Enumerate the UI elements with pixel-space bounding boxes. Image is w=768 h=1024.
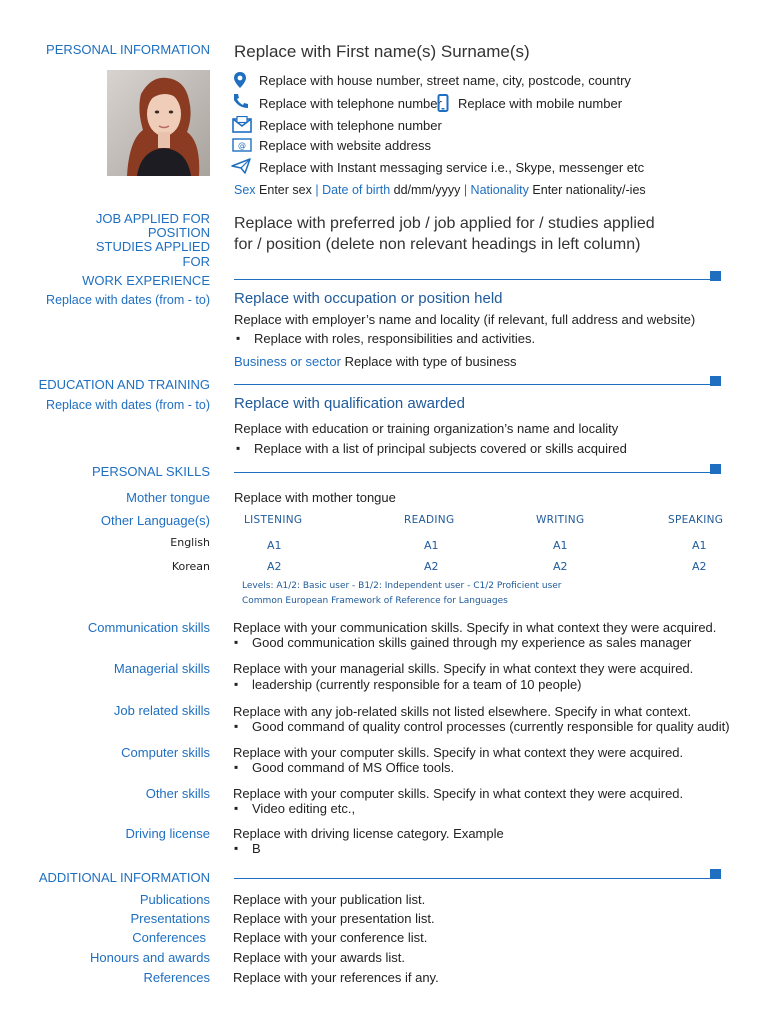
sex-label: Sex xyxy=(234,183,256,197)
driving-license-bullet: ▪ B xyxy=(252,841,261,856)
messaging-text: Replace with Instant messaging service i.e., Skype, messenger etc xyxy=(259,160,645,175)
dob-value: dd/mm/yyyy xyxy=(393,183,461,197)
phone-icon xyxy=(231,93,251,109)
other-skills-text: Replace with your computer skills. Specify in what context they were acquired. xyxy=(233,786,684,801)
communication-skills-label: Communication skills xyxy=(87,620,210,635)
managerial-skills-bullet: ▪ leadership (currently responsible for a team of 10 people) xyxy=(252,677,582,692)
mother-tongue-label: Mother tongue xyxy=(126,490,210,505)
computer-skills-text: Replace with your computer skills. Specify in what context they were acquired. xyxy=(233,745,684,760)
language-level: A2 xyxy=(267,560,282,573)
section-marker xyxy=(710,376,721,386)
mobile-icon xyxy=(437,94,457,110)
language-level: A1 xyxy=(692,539,707,552)
column-reading: READING xyxy=(404,514,455,526)
language-level: A2 xyxy=(424,560,439,573)
computer-skills-label: Computer skills xyxy=(121,745,210,760)
column-speaking: SPEAKING xyxy=(668,514,724,526)
separator: | xyxy=(315,183,319,197)
computer-skills-bullet: ▪ Good command of MS Office tools. xyxy=(252,760,454,775)
job-related-skills-label: Job related skills xyxy=(113,703,210,718)
honours-awards-value: Replace with your awards list. xyxy=(233,950,405,965)
address-text: Replace with house number, street name, city, postcode, country xyxy=(259,73,631,88)
job-related-skills-bullet: ▪ Good command of quality control processes (currently responsible for quality audit) xyxy=(252,719,730,734)
communication-skills-text: Replace with your communication skills. Specify in what context they were acquired. xyxy=(233,620,717,635)
location-icon xyxy=(232,71,252,87)
honours-awards-label: Honours and awards xyxy=(90,950,210,965)
personal-skills-label: PERSONAL SKILLS xyxy=(91,464,210,479)
managerial-skills-text: Replace with your managerial skills. Specify in what context they were acquired. xyxy=(233,661,694,676)
column-writing: WRITING xyxy=(536,514,585,526)
section-marker xyxy=(710,271,721,281)
organization-text: Replace with education or training organization’s name and locality xyxy=(234,421,619,436)
section-divider xyxy=(234,472,710,473)
work-dates-label: Replace with dates (from - to) xyxy=(46,293,210,307)
conferences-label: Conferences xyxy=(132,930,206,945)
subjects-bullet: ▪ Replace with a list of principal subjects covered or skills acquired xyxy=(254,441,627,456)
managerial-skills-label: Managerial skills xyxy=(113,661,210,676)
driving-license-label: Driving license xyxy=(125,826,210,841)
dob-label: Date of birth xyxy=(322,183,391,197)
column-listening: LISTENING xyxy=(244,514,303,526)
language-name: English xyxy=(170,536,210,549)
section-divider xyxy=(234,878,710,879)
nationality-label: Nationality xyxy=(470,183,529,197)
other-skills-bullet: ▪ Video editing etc., xyxy=(252,801,355,816)
education-dates-label: Replace with dates (from - to) xyxy=(46,398,210,412)
mobile-text: Replace with mobile number xyxy=(458,96,623,111)
telephone-text: Replace with telephone number xyxy=(259,96,442,111)
business-sector-value: Replace with type of business xyxy=(344,354,517,369)
education-label: EDUCATION AND TRAINING xyxy=(38,377,210,392)
employer-text: Replace with employer’s name and locality (if relevant, full address and website) xyxy=(234,312,696,327)
language-level: A1 xyxy=(424,539,439,552)
publications-value: Replace with your publication list. xyxy=(233,892,426,907)
job-applied-label-3: STUDIES APPLIED xyxy=(95,239,210,254)
business-sector-label: Business or sector xyxy=(234,354,341,369)
profile-photo xyxy=(107,70,210,176)
website-icon xyxy=(232,138,252,154)
language-level: A1 xyxy=(267,539,282,552)
section-marker xyxy=(710,464,721,474)
separator: | xyxy=(463,183,468,197)
section-divider xyxy=(234,279,710,280)
website-text: Replace with website address xyxy=(259,138,431,153)
additional-info-label: ADDITIONAL INFORMATION xyxy=(38,870,210,885)
mother-tongue-value: Replace with mother tongue xyxy=(234,490,396,505)
publications-label: Publications xyxy=(139,892,210,907)
section-marker xyxy=(710,869,721,879)
other-languages-label: Other Language(s) xyxy=(100,513,210,528)
language-level: A2 xyxy=(692,560,707,573)
presentations-label: Presentations xyxy=(130,911,210,926)
references-label: References xyxy=(143,970,210,985)
language-level: A1 xyxy=(553,539,568,552)
framework-note: Common European Framework of Reference for Languages xyxy=(242,596,508,606)
sex-value: Enter sex xyxy=(259,183,312,197)
email-icon xyxy=(232,116,252,132)
levels-note: Levels: A1/2: Basic user - B1/2: Independent user - C1/2 Proficient user xyxy=(242,581,562,591)
job-applied-label-4: FOR xyxy=(182,254,210,269)
language-name: Korean xyxy=(171,560,210,573)
full-name: Replace with First name(s) Surname(s) xyxy=(234,42,530,61)
other-skills-label: Other skills xyxy=(145,786,210,801)
work-experience-label: WORK EXPERIENCE xyxy=(82,273,210,288)
references-value: Replace with your references if any. xyxy=(233,970,439,985)
conferences-value: Replace with your conference list. xyxy=(233,930,428,945)
email-text: Replace with telephone number xyxy=(259,118,442,133)
driving-license-text: Replace with driving license category. Example xyxy=(233,826,504,841)
job-applied-text-2: for / position (delete non relevant headings in left column) xyxy=(234,236,641,253)
job-related-skills-text: Replace with any job-related skills not listed elsewhere. Specify in what context. xyxy=(233,704,692,719)
occupation-heading: Replace with occupation or position held xyxy=(234,290,503,307)
business-sector-line xyxy=(234,354,517,369)
svg-text:@: @ xyxy=(238,141,246,150)
section-divider xyxy=(234,384,710,385)
personal-info-label: PERSONAL INFORMATION xyxy=(46,42,210,57)
job-applied-label-1: JOB APPLIED FOR xyxy=(95,211,210,226)
qualification-heading: Replace with qualification awarded xyxy=(234,395,465,412)
messaging-icon xyxy=(231,158,251,174)
job-applied-text-1: Replace with preferred job / job applied for / studies applied xyxy=(234,215,655,232)
roles-bullet: ▪ Replace with roles, responsibilities and activities. xyxy=(254,331,535,346)
language-level: A2 xyxy=(553,560,568,573)
job-applied-label-2: POSITION xyxy=(147,225,210,240)
presentations-value: Replace with your presentation list. xyxy=(233,911,435,926)
communication-skills-bullet: ▪ Good communication skills gained through my experience as sales manager xyxy=(252,635,691,650)
nationality-value: Enter nationality/-ies xyxy=(532,183,646,197)
personal-details-line xyxy=(234,183,646,197)
